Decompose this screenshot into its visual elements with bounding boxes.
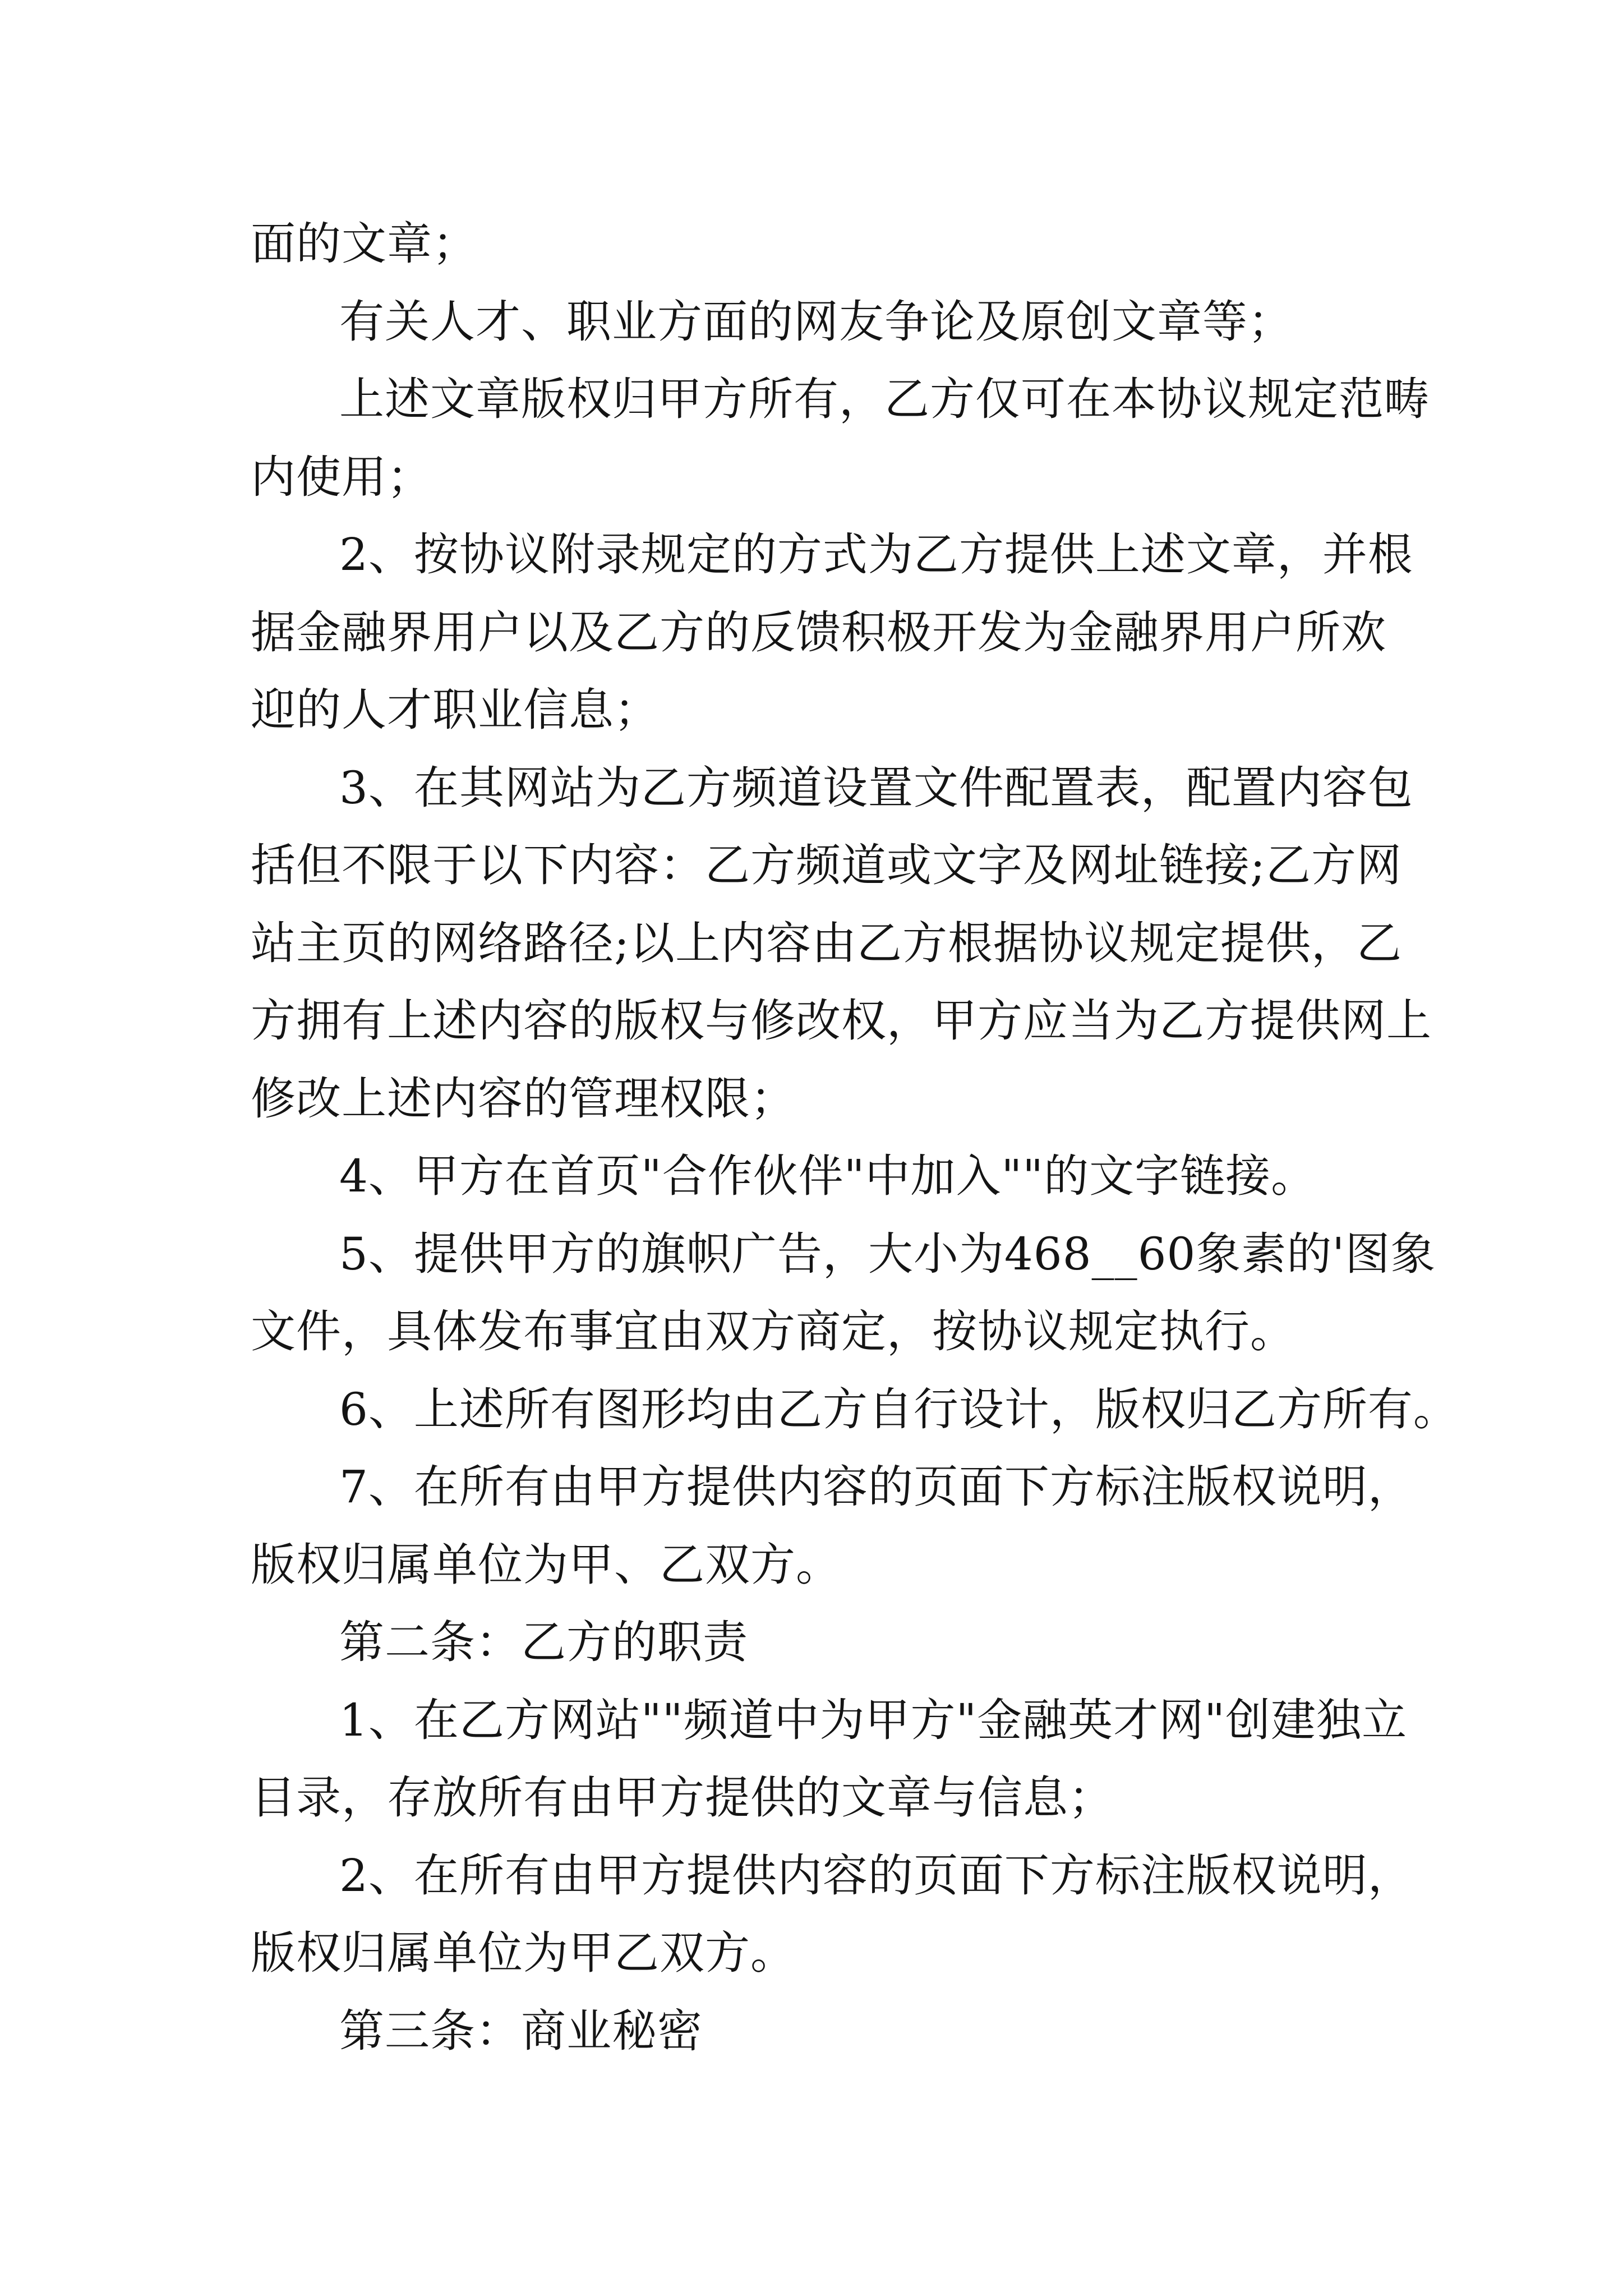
list-item-paragraph [251, 749, 1623, 1138]
list-item-paragraph [251, 1216, 1623, 1371]
text-line: 内使用； [251, 450, 432, 503]
text-line: 7、在所有由甲方提供内容的页面下方标注版权说明， [339, 1461, 1413, 1513]
text-line: 有关人才、职业方面的网友争论及原创文章等； [339, 295, 1293, 348]
text-line: 1、在乙方网站""频道中为甲方"金融英才网"创建独立 [339, 1694, 1408, 1746]
section-heading [251, 1993, 1623, 2070]
text-line: 括但不限于以下内容：乙方频道或文字及网址链接;乙方网 [251, 839, 1402, 891]
list-item-paragraph [251, 1371, 1623, 1449]
list-item-paragraph [251, 1448, 1623, 1604]
text-line: 6、上述所有图形均由乙方自行设计，版权归乙方所有。 [339, 1383, 1459, 1435]
text-line: 3、在其网站为乙方频道设置文件配置表，配置内容包 [339, 761, 1413, 814]
text-line: 目录，存放所有由甲方提供的文章与信息； [251, 1772, 1114, 1824]
list-item-paragraph [251, 1837, 1623, 1993]
paragraph [251, 361, 1623, 516]
text-line: 版权归属单位为甲乙双方。 [251, 1927, 796, 1979]
list-item-paragraph [251, 516, 1623, 749]
text-line: 文件，具体发布事宜由双方商定，按协议规定执行。 [251, 1305, 1295, 1358]
text-line: 面的文章； [251, 218, 478, 270]
text-line: 据金融界用户以及乙方的反馈积极开发为金融界用户所欢 [251, 606, 1386, 659]
list-item-paragraph [251, 1138, 1623, 1216]
text-line: 4、甲方在首页"合作伙伴"中加入""的文字链接。 [339, 1150, 1317, 1202]
paragraph-continuation [251, 205, 1623, 283]
text-line: 2、按协议附录规定的方式为乙方提供上述文章，并根 [339, 528, 1413, 581]
text-line: 5、提供甲方的旗帜广告，大小为468__60象素的'图象 [339, 1227, 1436, 1280]
text-line: 方拥有上述内容的版权与修改权，甲方应当为乙方提供网上 [251, 995, 1432, 1047]
text-line: 上述文章版权归甲方所有，乙方仅可在本协议规定范畴 [339, 373, 1430, 425]
text-line: 2、在所有由甲方提供内容的页面下方标注版权说明， [339, 1849, 1413, 1902]
section-heading [251, 1604, 1623, 1682]
text-line: 修改上述内容的管理权限； [251, 1072, 796, 1125]
paragraph [251, 283, 1623, 361]
text-line: 版权归属单位为甲、乙双方。 [251, 1538, 841, 1591]
section-heading-text: 第三条：商业秘密 [339, 2004, 703, 2057]
text-line: 站主页的网络路径;以上内容由乙方根据协议规定提供，乙 [251, 917, 1402, 969]
list-item-paragraph [251, 1682, 1623, 1837]
text-line: 迎的人才职业信息； [251, 684, 660, 736]
section-heading-text: 第二条：乙方的职责 [339, 1616, 748, 1668]
